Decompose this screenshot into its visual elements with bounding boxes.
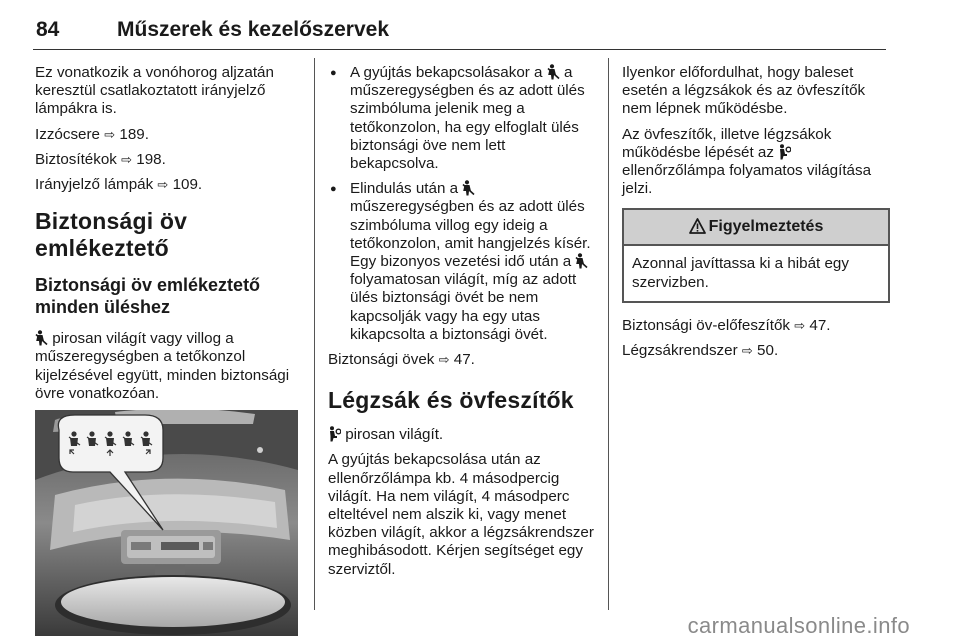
page-number: 84: [36, 18, 60, 41]
paragraph: A gyújtás bekapcsolása után az ellenőrzőlámpa kb. 4 másodpercig világít. Ha nem világít, 4 másodperc elteltével nem alszik ki, vagy menet közben világít, akkor a légzsákrendszer meghibásodott. Kérjen segítséget egy szerviztől.: [328, 451, 594, 578]
paragraph: pirosan világít.: [328, 426, 598, 444]
paragraph: pirosan világít vagy villog a műszeregységben a tetőkonzol kijelzésével együtt, minden biztonsági övre vonatkozóan.: [35, 330, 290, 402]
bullet-list: [328, 64, 598, 344]
airbag-warning-icon: [328, 426, 341, 442]
page-header: [0, 0, 960, 52]
seatbelt-warning-icon: [575, 253, 588, 269]
watermark: carmanualsonline.info: [687, 613, 910, 638]
cross-reference[interactable]: Légzsákrendszer ⇨ 50.: [622, 342, 779, 360]
reference-arrow-icon: ⇨: [104, 126, 116, 142]
column-3: [622, 64, 890, 367]
warning-triangle-icon: [689, 218, 706, 234]
section-heading: Légzsák és övfeszítők: [328, 387, 574, 414]
cross-reference[interactable]: Izzócsere ⇨ 189.: [35, 125, 149, 143]
column-1: [35, 64, 300, 636]
page-title: Műszerek és kezelőszervek: [117, 18, 390, 41]
reference-arrow-icon: ⇨: [741, 343, 753, 359]
cross-reference[interactable]: Irányjelző lámpák ⇨ 109.: [35, 176, 203, 194]
reference-arrow-icon: ⇨: [794, 317, 806, 333]
list-item: ● Elindulás után a műszeregységben és az adott ülés szimbóluma villog egy ideig a tetőkonzolon, amit hangjelzés kísér. Egy bizonyos vezetési idő után a folyamatosan világít, míg az adott ülés biztonsági övét be nem kapcsolják vagy ha egy utas kikapcsolta a biztonsági övét.: [328, 180, 598, 344]
cross-reference[interactable]: Biztosítékok ⇨ 198.: [35, 150, 166, 168]
airbag-warning-icon: [778, 144, 791, 160]
warning-box: [622, 208, 890, 302]
paragraph: Ez vonatkozik a vonóhorog aljzatán keresztül csatlakoztatott irányjelző lámpákra is.: [35, 64, 274, 118]
reference-arrow-icon: ⇨: [121, 151, 133, 167]
warning-title: Figyelmeztetés: [708, 218, 824, 236]
seatbelt-warning-icon: [462, 180, 475, 196]
warning-header: [624, 210, 888, 246]
column-divider: [314, 58, 315, 610]
warning-body: Azonnal javíttassa ki a hibát egy szervizben.: [632, 255, 849, 291]
cross-reference[interactable]: Biztonsági öv-előfeszítők ⇨ 47.: [622, 316, 831, 334]
cross-reference[interactable]: Biztonsági övek ⇨ 47.: [328, 351, 475, 369]
subsection-heading: Biztonsági öv emlékeztető minden üléshez: [35, 275, 261, 318]
reference-arrow-icon: ⇨: [157, 177, 169, 193]
column-divider: [608, 58, 609, 610]
list-item: ● A gyújtás bekapcsolásakor a a műszeregységben és az adott ülés szimbóluma jelenik meg a tetőkonzolon, ha egy elfoglalt ülés biztonsági öve nem lett bekapcsolva.: [328, 64, 598, 173]
overhead-console-photo: [35, 410, 298, 636]
section-heading: Biztonsági öv emlékeztető: [35, 208, 188, 262]
header-divider: [33, 49, 886, 50]
seatbelt-warning-icon: [547, 64, 560, 80]
paragraph: Az övfeszítők, illetve légzsákok működésbe lépését az ellenőrzőlámpa folyamatos világítása jelzi.: [622, 125, 872, 198]
seatbelt-warning-icon: [35, 330, 48, 346]
column-2: [328, 64, 598, 586]
paragraph: Ilyenkor előfordulhat, hogy baleset esetén a légzsákok és az övfeszítők nem lépnek működésbe.: [622, 64, 866, 118]
reference-arrow-icon: ⇨: [438, 352, 450, 368]
